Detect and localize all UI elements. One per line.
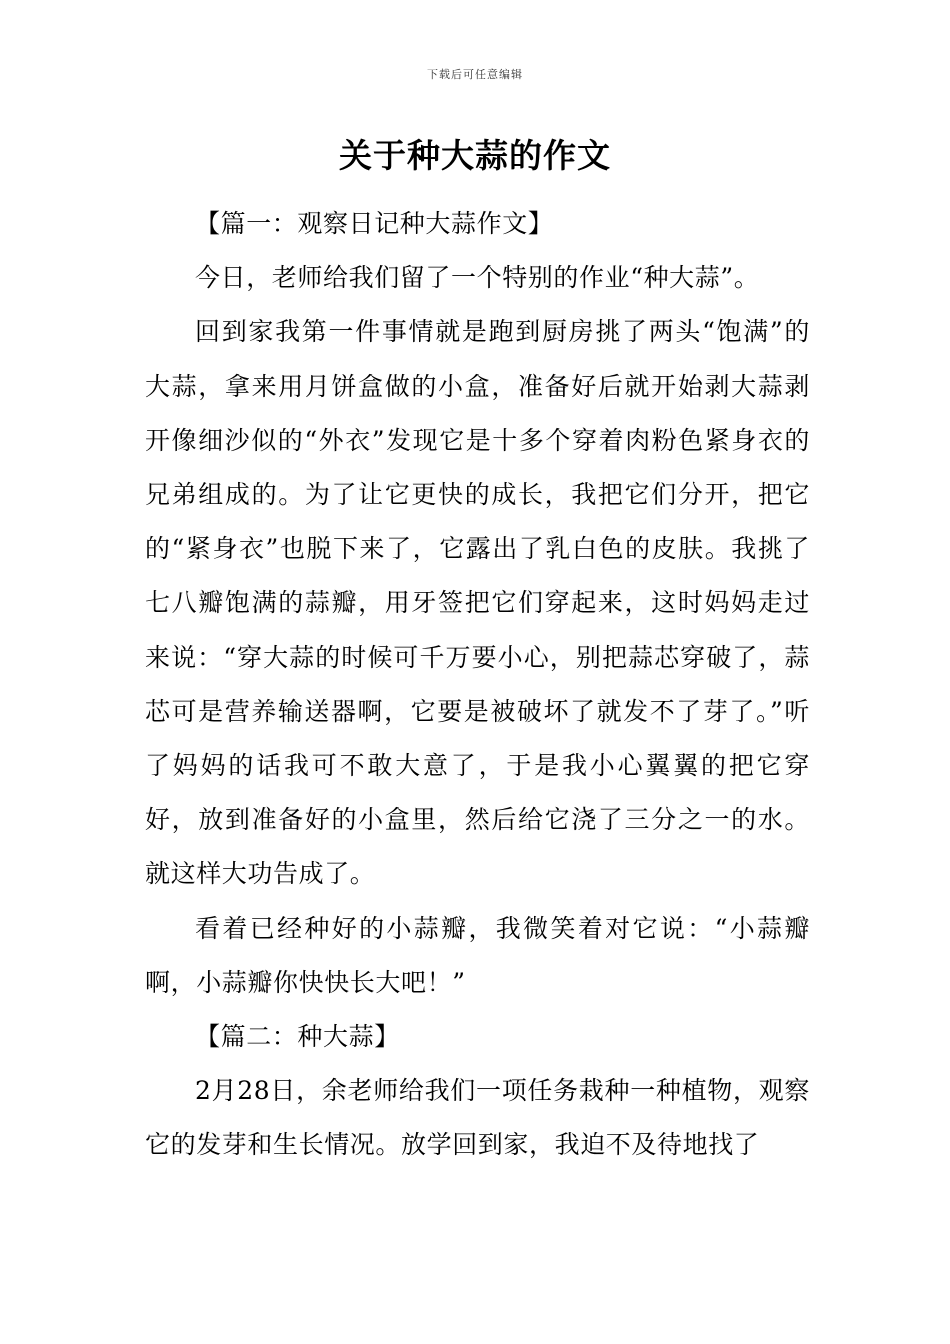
paragraph: 回到家我第一件事情就是跑到厨房挑了两头“饱满”的大蒜，拿来用月饼盒做的小盒，准备好后就开始剥大蒜剥开像细沙似的“外衣”发现它是十多个穿着肉粉色紧身衣的兄弟组成的。为了让它更快的成长，我把它们分开，把它的“紧身衣”也脱下来了，它露出了乳白色的皮肤。我挑了七八瓣饱满的蒜瓣，用牙签把它们穿起来，这时妈妈走过来说：“穿大蒜的时候可千万要小心，别把蒜芯穿破了，蒜芯可是营养输送器啊，它要是被破坏了就发不了芽了。”听了妈妈的话我可不敢大意了，于是我小心翼翼的把它穿好，放到准备好的小盒里，然后给它浇了三分之一的水。就这样大功告成了。	[145, 317, 810, 889]
paragraph: 2月28日，余老师给我们一项任务栽种一种植物，观察它的发芽和生长情况。放学回到家，我迫不及待地找了	[145, 1076, 810, 1160]
paragraph: 看着已经种好的小蒜瓣，我微笑着对它说：“小蒜瓣啊，小蒜瓣你快快长大吧！”	[145, 913, 810, 997]
document-body	[145, 197, 810, 1173]
document-title: 关于种大蒜的作文	[339, 136, 611, 175]
section-heading-1: 【篇一：观察日记种大蒜作文】	[195, 209, 554, 238]
header-note: 下载后可任意编辑	[427, 68, 523, 81]
section-heading-2: 【篇二：种大蒜】	[195, 1022, 400, 1052]
paragraph: 今日，老师给我们留了一个特别的作业“种大蒜”。	[195, 263, 760, 293]
